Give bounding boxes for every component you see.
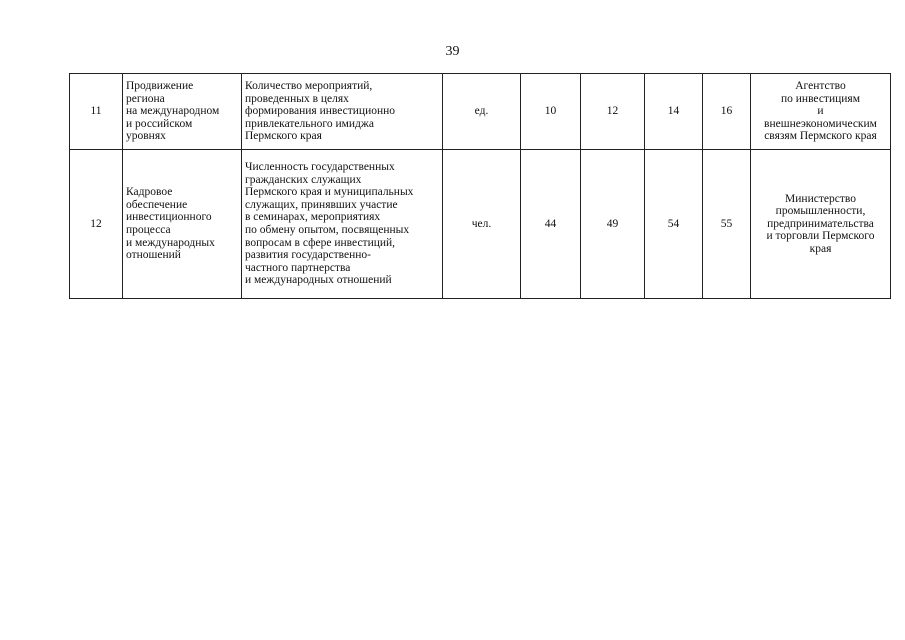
table-row — [70, 150, 891, 299]
responsible-agency-cell: Министерство промышленности, предпринимательства и торговли Пермского края — [751, 150, 891, 299]
value-cell: 54 — [645, 150, 703, 299]
value-cell: 16 — [703, 74, 751, 150]
value-cell: 12 — [581, 74, 645, 150]
value-cell: 49 — [581, 150, 645, 299]
value-cell: 10 — [521, 74, 581, 150]
row-number-cell: 12 — [70, 150, 123, 299]
indicator-cell: Численность государственных гражданских служащих Пермского края и муниципальных служащих, принявших участие в семинарах, мероприятиях по обмену опытом, посвященных вопросам в сфере инвестиций, развития государственно- частного партнерства и международных отношений — [242, 150, 443, 299]
unit-cell: чел. — [443, 150, 521, 299]
value-cell: 14 — [645, 74, 703, 150]
responsible-agency-cell: Агентство по инвестициям и внешнеэкономическим связям Пермского края — [751, 74, 891, 150]
value-cell: 44 — [521, 150, 581, 299]
value-cell: 55 — [703, 150, 751, 299]
table-row — [70, 74, 891, 150]
task-name-cell: Кадровое обеспечение инвестиционного процесса и международных отношений — [123, 150, 242, 299]
task-name-cell: Продвижение региона на международном и российском уровнях — [123, 74, 242, 150]
page-number: 39 — [445, 44, 460, 59]
unit-cell: ед. — [443, 74, 521, 150]
row-number-cell: 11 — [70, 74, 123, 150]
indicator-cell: Количество мероприятий, проведенных в целях формирования инвестиционно привлекательного имиджа Пермского края — [242, 74, 443, 150]
indicators-table — [69, 73, 891, 299]
